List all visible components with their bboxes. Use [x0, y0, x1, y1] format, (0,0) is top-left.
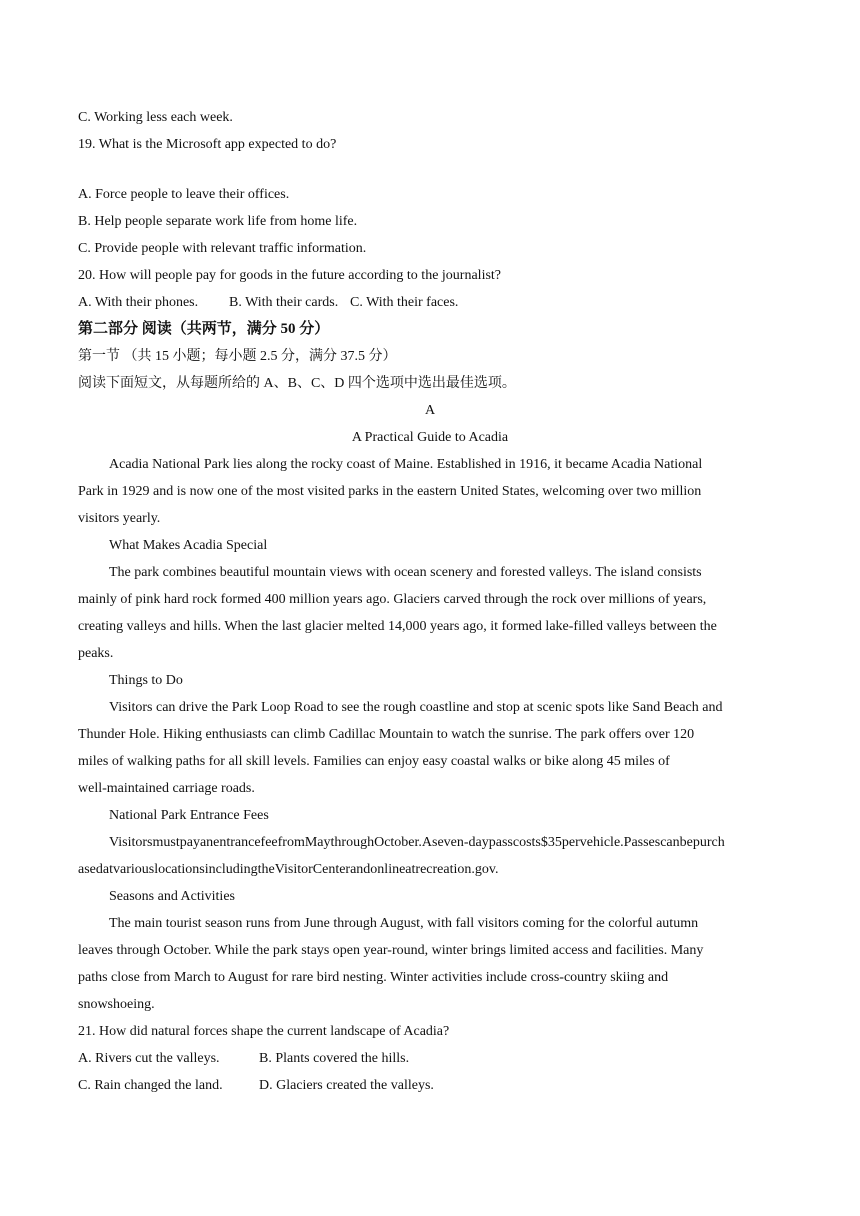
- paragraph-line: miles of walking paths for all skill levels. Families can enjoy easy coastal walks or bike along 45 miles of: [78, 754, 670, 769]
- paragraph-line: paths close from March to August for rare bird nesting. Winter activities include cross-country skiing and: [78, 970, 669, 985]
- paragraph-line: Visitors can drive the Park Loop Road to see the rough coastline and stop at scenic spots like Sand Beach and: [109, 700, 723, 715]
- q21-options-cd: [78, 1077, 434, 1095]
- q20-question: 20. How will people pay for goods in the future according to the journalist?: [78, 268, 502, 283]
- paragraph-line: The main tourist season runs from June through August, with fall visitors coming for the colorful autumn: [109, 916, 699, 931]
- paragraph-line: mainly of pink hard rock formed 400 million years ago. Glaciers carved through the rock over millions of years,: [78, 592, 707, 607]
- paragraph-line: visitors yearly.: [78, 511, 161, 526]
- q20-option-a: A. With their phones.: [78, 295, 199, 310]
- passage-title: A Practical Guide to Acadia: [351, 430, 509, 445]
- paragraph-line: peaks.: [78, 646, 114, 661]
- paragraph-line: Park in 1929 and is now one of the most visited parks in the eastern United States, welcoming over two million: [78, 484, 702, 499]
- paragraph-line: VisitorsmustpayanentrancefeefromMaythroughOctober.Aseven-daypasscosts$35pervehicle.Passescanbepurch: [109, 835, 725, 850]
- subheading-things-to-do: Things to Do: [109, 673, 183, 688]
- paragraph-line: well-maintained carriage roads.: [78, 781, 255, 796]
- q20-option-c: C. With their faces.: [350, 295, 459, 310]
- paragraph-line: leaves through October. While the park stays open year-round, winter brings limited access and facilities. Many: [78, 943, 704, 958]
- q21-options-ab: [78, 1050, 409, 1068]
- instruction: 阅读下面短文，从每题所给的 A、B、C、D 四个选项中选出最佳选项。: [78, 376, 516, 391]
- paragraph-line: asedatvariouslocationsincludingtheVisitorCenterandonlineatrecreation.gov.: [78, 862, 499, 877]
- subheading-special: What Makes Acadia Special: [109, 538, 268, 553]
- paragraph-line: Acadia National Park lies along the rocky coast of Maine. Established in 1916, it became Acadia National: [109, 457, 703, 472]
- subheading-seasons: Seasons and Activities: [109, 889, 235, 904]
- q21-option-c: C. Rain changed the land.: [78, 1078, 223, 1093]
- q19-option-b: B. Help people separate work life from home life.: [78, 214, 358, 229]
- q21-option-a: A. Rivers cut the valleys.: [78, 1051, 220, 1066]
- paragraph-line: Thunder Hole. Hiking enthusiasts can climb Cadillac Mountain to watch the sunrise. The park offers over 120: [78, 727, 695, 742]
- subheading-fees: National Park Entrance Fees: [109, 808, 269, 823]
- q19-question: 19. What is the Microsoft app expected to do?: [78, 137, 337, 152]
- q21-option-d: D. Glaciers created the valleys.: [259, 1078, 434, 1093]
- q21-question: 21. How did natural forces shape the current landscape of Acadia?: [78, 1024, 450, 1039]
- q20-option-b: B. With their cards.: [229, 295, 339, 310]
- q18-option-c: C. Working less each week.: [78, 110, 233, 125]
- q20-options: [78, 294, 458, 312]
- part2-heading: 第二部分 阅读（共两节，满分 50 分）: [78, 321, 330, 337]
- q21-option-b: B. Plants covered the hills.: [259, 1051, 410, 1066]
- paragraph-line: snowshoeing.: [78, 997, 155, 1012]
- section1-info: 第一节 （共 15 小题；每小题 2.5 分，满分 37.5 分）: [78, 349, 397, 364]
- paragraph-line: creating valleys and hills. When the last glacier melted 14,000 years ago, it formed lake-filled valleys between the: [78, 619, 717, 634]
- passage-letter: A: [424, 403, 436, 418]
- q19-option-c: C. Provide people with relevant traffic information.: [78, 241, 367, 256]
- q19-option-a: A. Force people to leave their offices.: [78, 187, 290, 202]
- paragraph-line: The park combines beautiful mountain views with ocean scenery and forested valleys. The island consists: [109, 565, 702, 580]
